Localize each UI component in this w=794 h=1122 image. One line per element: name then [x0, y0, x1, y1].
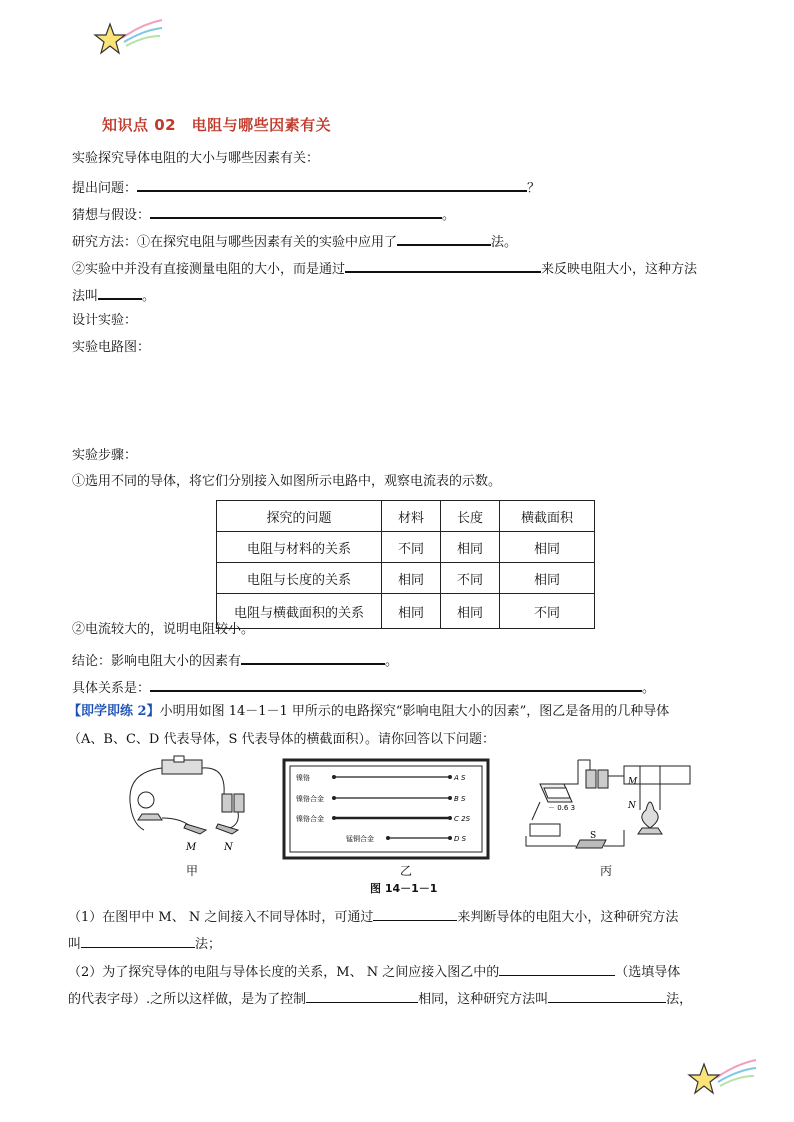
step-1: ①选用不同的导体，将它们分别接入如图所示电路中，观察电流表的示数。 — [72, 474, 502, 489]
question-1-line: （1）在图甲中 M、 N 之间接入不同导体时，可通过 来判断导体的电阻大小，这种研究方法 — [68, 907, 678, 927]
step-2: ②电流较大的，说明电阻较小。 — [72, 622, 255, 637]
ammeter-scale: － 0.6 3 — [548, 804, 576, 812]
circuit-jia-diagram — [130, 756, 244, 834]
table-cell: 相同 — [382, 594, 441, 629]
label-S: S — [590, 831, 597, 841]
label-N: N — [628, 801, 636, 811]
table-cell: 不同 — [500, 594, 595, 629]
wire-label: A S — [454, 774, 466, 782]
figure-14-1-1 — [120, 754, 700, 862]
answer-blank[interactable] — [241, 650, 385, 665]
table-cell: 电阻与长度的关系 — [217, 563, 382, 594]
intro-text: 实验探究导体电阻的大小与哪些因素有关： — [72, 151, 320, 166]
wire-name: 镍铬合金 — [296, 815, 324, 823]
wire-name: 镍铬合金 — [296, 795, 324, 803]
answer-blank[interactable] — [306, 989, 418, 1003]
table-cell: 相同 — [500, 563, 595, 594]
label-M: M — [186, 842, 197, 853]
answer-blank[interactable] — [137, 177, 527, 192]
circuit-label: 实验电路图： — [72, 340, 151, 355]
table-cell: 相同 — [441, 532, 500, 563]
question-2-line: （2）为了探究导体的电阻与导体长度的关系，M、 N 之间应接入图乙中的 （选填导体 — [68, 962, 680, 982]
method-line-3: 法叫 。 — [72, 285, 155, 306]
answer-blank[interactable] — [373, 907, 457, 921]
answer-blank[interactable] — [548, 989, 666, 1003]
shooting-star-icon — [92, 16, 164, 60]
table-header-row — [217, 501, 595, 532]
practice-tag: 【即学即练 2】 — [68, 704, 160, 719]
table-cell: 电阻与材料的关系 — [217, 532, 382, 563]
wire-label: C 2S — [454, 815, 471, 823]
wire-name: 镍铬 — [296, 774, 310, 782]
table-row — [217, 594, 595, 629]
answer-blank[interactable] — [150, 204, 442, 219]
table-header: 横截面积 — [500, 501, 595, 532]
answer-blank[interactable] — [397, 231, 491, 246]
table-row — [217, 532, 595, 563]
label-M: M — [628, 777, 638, 787]
method-line-1: 研究方法：①在探究电阻与哪些因素有关的实验中应用了 法。 — [72, 231, 517, 252]
figure-bing-label: 丙 — [600, 864, 613, 878]
table-cell: 相同 — [500, 532, 595, 563]
table-cell: 相同 — [441, 594, 500, 629]
wire-name: 锰铜合金 — [346, 835, 374, 843]
label-N: N — [224, 842, 233, 853]
section-heading: 知识点 02 电阻与哪些因素有关 — [102, 116, 332, 134]
experiment-table — [216, 500, 595, 629]
figure-yi-label: 乙 — [400, 864, 413, 878]
figure-caption: 图 14－1－1 — [370, 882, 438, 895]
wire-label: D S — [454, 835, 467, 843]
table-header: 长度 — [441, 501, 500, 532]
answer-blank[interactable] — [345, 258, 541, 273]
table-cell: 不同 — [382, 532, 441, 563]
table-cell: 不同 — [441, 563, 500, 594]
steps-label: 实验步骤： — [72, 448, 138, 463]
table-cell: 电阻与横截面积的关系 — [217, 594, 382, 629]
design-label: 设计实验： — [72, 313, 138, 328]
guess-line: 猜想与假设： 。 — [72, 204, 455, 225]
conclusion-line: 结论：影响电阻大小的因素有 。 — [72, 650, 398, 671]
table-cell: 相同 — [382, 563, 441, 594]
wire-label: B S — [454, 795, 466, 803]
table-header: 探究的问题 — [217, 501, 382, 532]
answer-blank[interactable] — [98, 285, 142, 300]
method-line-2: ②实验中并没有直接测量电阻的大小，而是通过 来反映电阻大小，这种方法 — [72, 258, 697, 279]
table-row — [217, 563, 595, 594]
answer-blank[interactable] — [81, 934, 195, 948]
figure-jia-label: 甲 — [186, 864, 199, 878]
shooting-star-icon — [686, 1056, 758, 1100]
practice-line-2: （A、B、C、D 代表导体，S 代表导体的横截面积）。请你回答以下问题： — [68, 732, 495, 747]
table-header: 材料 — [382, 501, 441, 532]
practice-line-1: 【即学即练 2】小明用如图 14－1－1 甲所示的电路探究“影响电阻大小的因素”，图乙是备用的几种导体 — [68, 704, 670, 719]
propose-question-line: 提出问题： ？ — [72, 177, 540, 198]
relation-line: 具体关系是： 。 — [72, 677, 655, 698]
answer-blank[interactable] — [499, 962, 615, 976]
question-1-line-2: 叫 法； — [68, 934, 221, 954]
answer-blank[interactable] — [150, 677, 642, 692]
question-2-line-2: 的代表字母）.之所以这样做，是为了控制 相同，这种研究方法叫 法， — [68, 989, 692, 1009]
